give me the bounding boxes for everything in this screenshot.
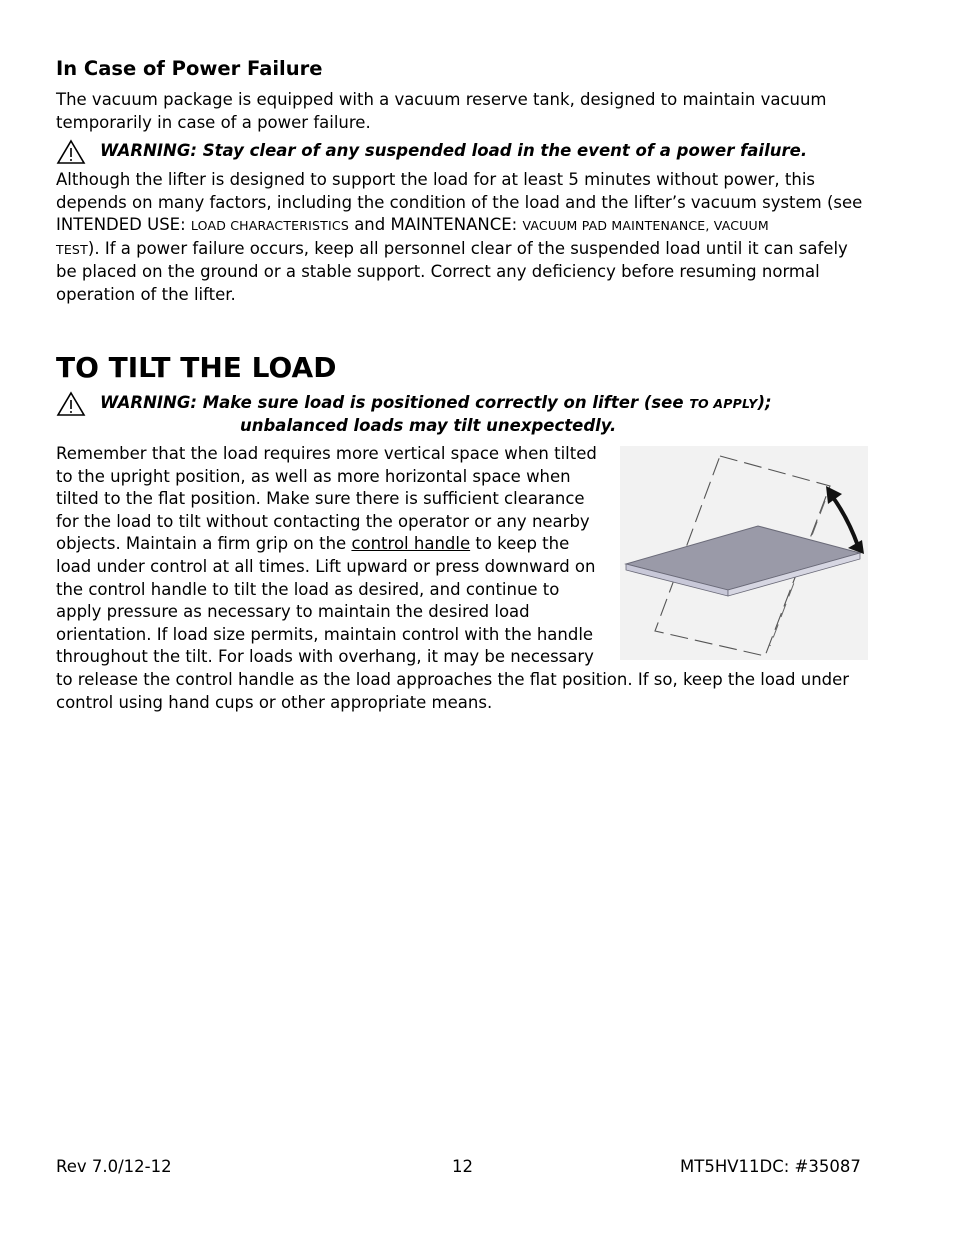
warning-text: WARNING: Stay clear of any suspended load in the event of a power failure. — [100, 141, 808, 160]
text-span: objects. Maintain a firm grip on the — [56, 534, 352, 554]
power-failure-intro — [56, 89, 876, 134]
text-line: the control handle to tilt the load as desired, and continue to — [56, 579, 560, 599]
text-line: apply pressure as necessary to maintain the desired load — [56, 602, 530, 622]
cross-reference: LOAD CHARACTERISTICS — [190, 218, 349, 234]
text-span: INTENDED USE: — [56, 215, 191, 235]
text-span: ); — [757, 393, 772, 412]
text-span: ). If a power failure occurs, keep all personnel clear of the suspended load until it can safely — [87, 238, 848, 258]
control-handle-reference: control handle — [351, 534, 471, 554]
text-line: orientation. If load size permits, maintain control with the handle — [56, 624, 594, 644]
text-span: WARNING: Make sure load is positioned correctly on lifter (see — [100, 393, 690, 412]
text-line: temporarily in case of a power failure. — [56, 112, 371, 132]
text-span: and MAINTENANCE: — [348, 215, 523, 235]
text-line: load under control at all times. Lift upward or press downward on — [56, 556, 596, 576]
text-line: tilted to the flat position. Make sure there is sufficient clearance — [56, 489, 585, 509]
text-line: The vacuum package is equipped with a vacuum reserve tank, designed to maintain vacuum — [56, 90, 827, 109]
cross-reference: VACUUM PAD MAINTENANCE, VACUUM — [522, 218, 769, 234]
text-line: depends on many factors, including the condition of the load and the lifter’s vacuum system (see — [56, 192, 863, 212]
power-failure-body — [56, 169, 876, 307]
text-line: Remember that the load requires more vertical space when tilted — [56, 444, 597, 463]
warning-text: unbalanced loads may tilt unexpectedly. — [240, 416, 617, 435]
tilt-body — [56, 443, 850, 714]
text-line: operation of the lifter. — [56, 284, 236, 304]
text-span: to keep the — [470, 534, 570, 554]
text-line — [56, 238, 876, 262]
text-line: control using hand cups or other appropriate means. — [56, 692, 493, 712]
text-line: to the upright position, as well as more horizontal space when — [56, 466, 571, 486]
text-line: Although the lifter is designed to support the load for at least 5 minutes without power, this — [56, 170, 816, 189]
footer-revision: Rev 7.0/12-12 — [56, 1157, 172, 1176]
text-line — [56, 533, 616, 556]
warning-power-failure — [56, 139, 876, 167]
section-heading-power-failure: In Case of Power Failure — [56, 57, 323, 80]
warning-triangle-icon — [56, 139, 86, 165]
section-heading-tilt — [56, 348, 336, 388]
text-line — [56, 214, 876, 238]
cross-reference: TEST — [56, 241, 88, 257]
warning-text — [100, 392, 772, 416]
text-line: for the load to tilt without contacting the operator or any nearby — [56, 511, 590, 531]
warning-triangle-icon — [56, 391, 86, 417]
section-heading-text: TO TILT THE LOAD — [56, 351, 337, 384]
footer-document-id: MT5HV11DC: #35087 — [680, 1157, 861, 1176]
warning-tilt — [56, 391, 876, 439]
text-line: throughout the tilt. For loads with overhang, it may be necessary — [56, 647, 594, 667]
cross-reference: TO APPLY — [689, 396, 758, 411]
footer-page-number: 12 — [452, 1157, 473, 1176]
text-line: to release the control handle as the load approaches the flat position. If so, keep the load under — [56, 669, 850, 689]
text-line: be placed on the ground or a stable support. Correct any deficiency before resuming normal — [56, 262, 820, 282]
tilting-load-illustration — [620, 446, 868, 660]
